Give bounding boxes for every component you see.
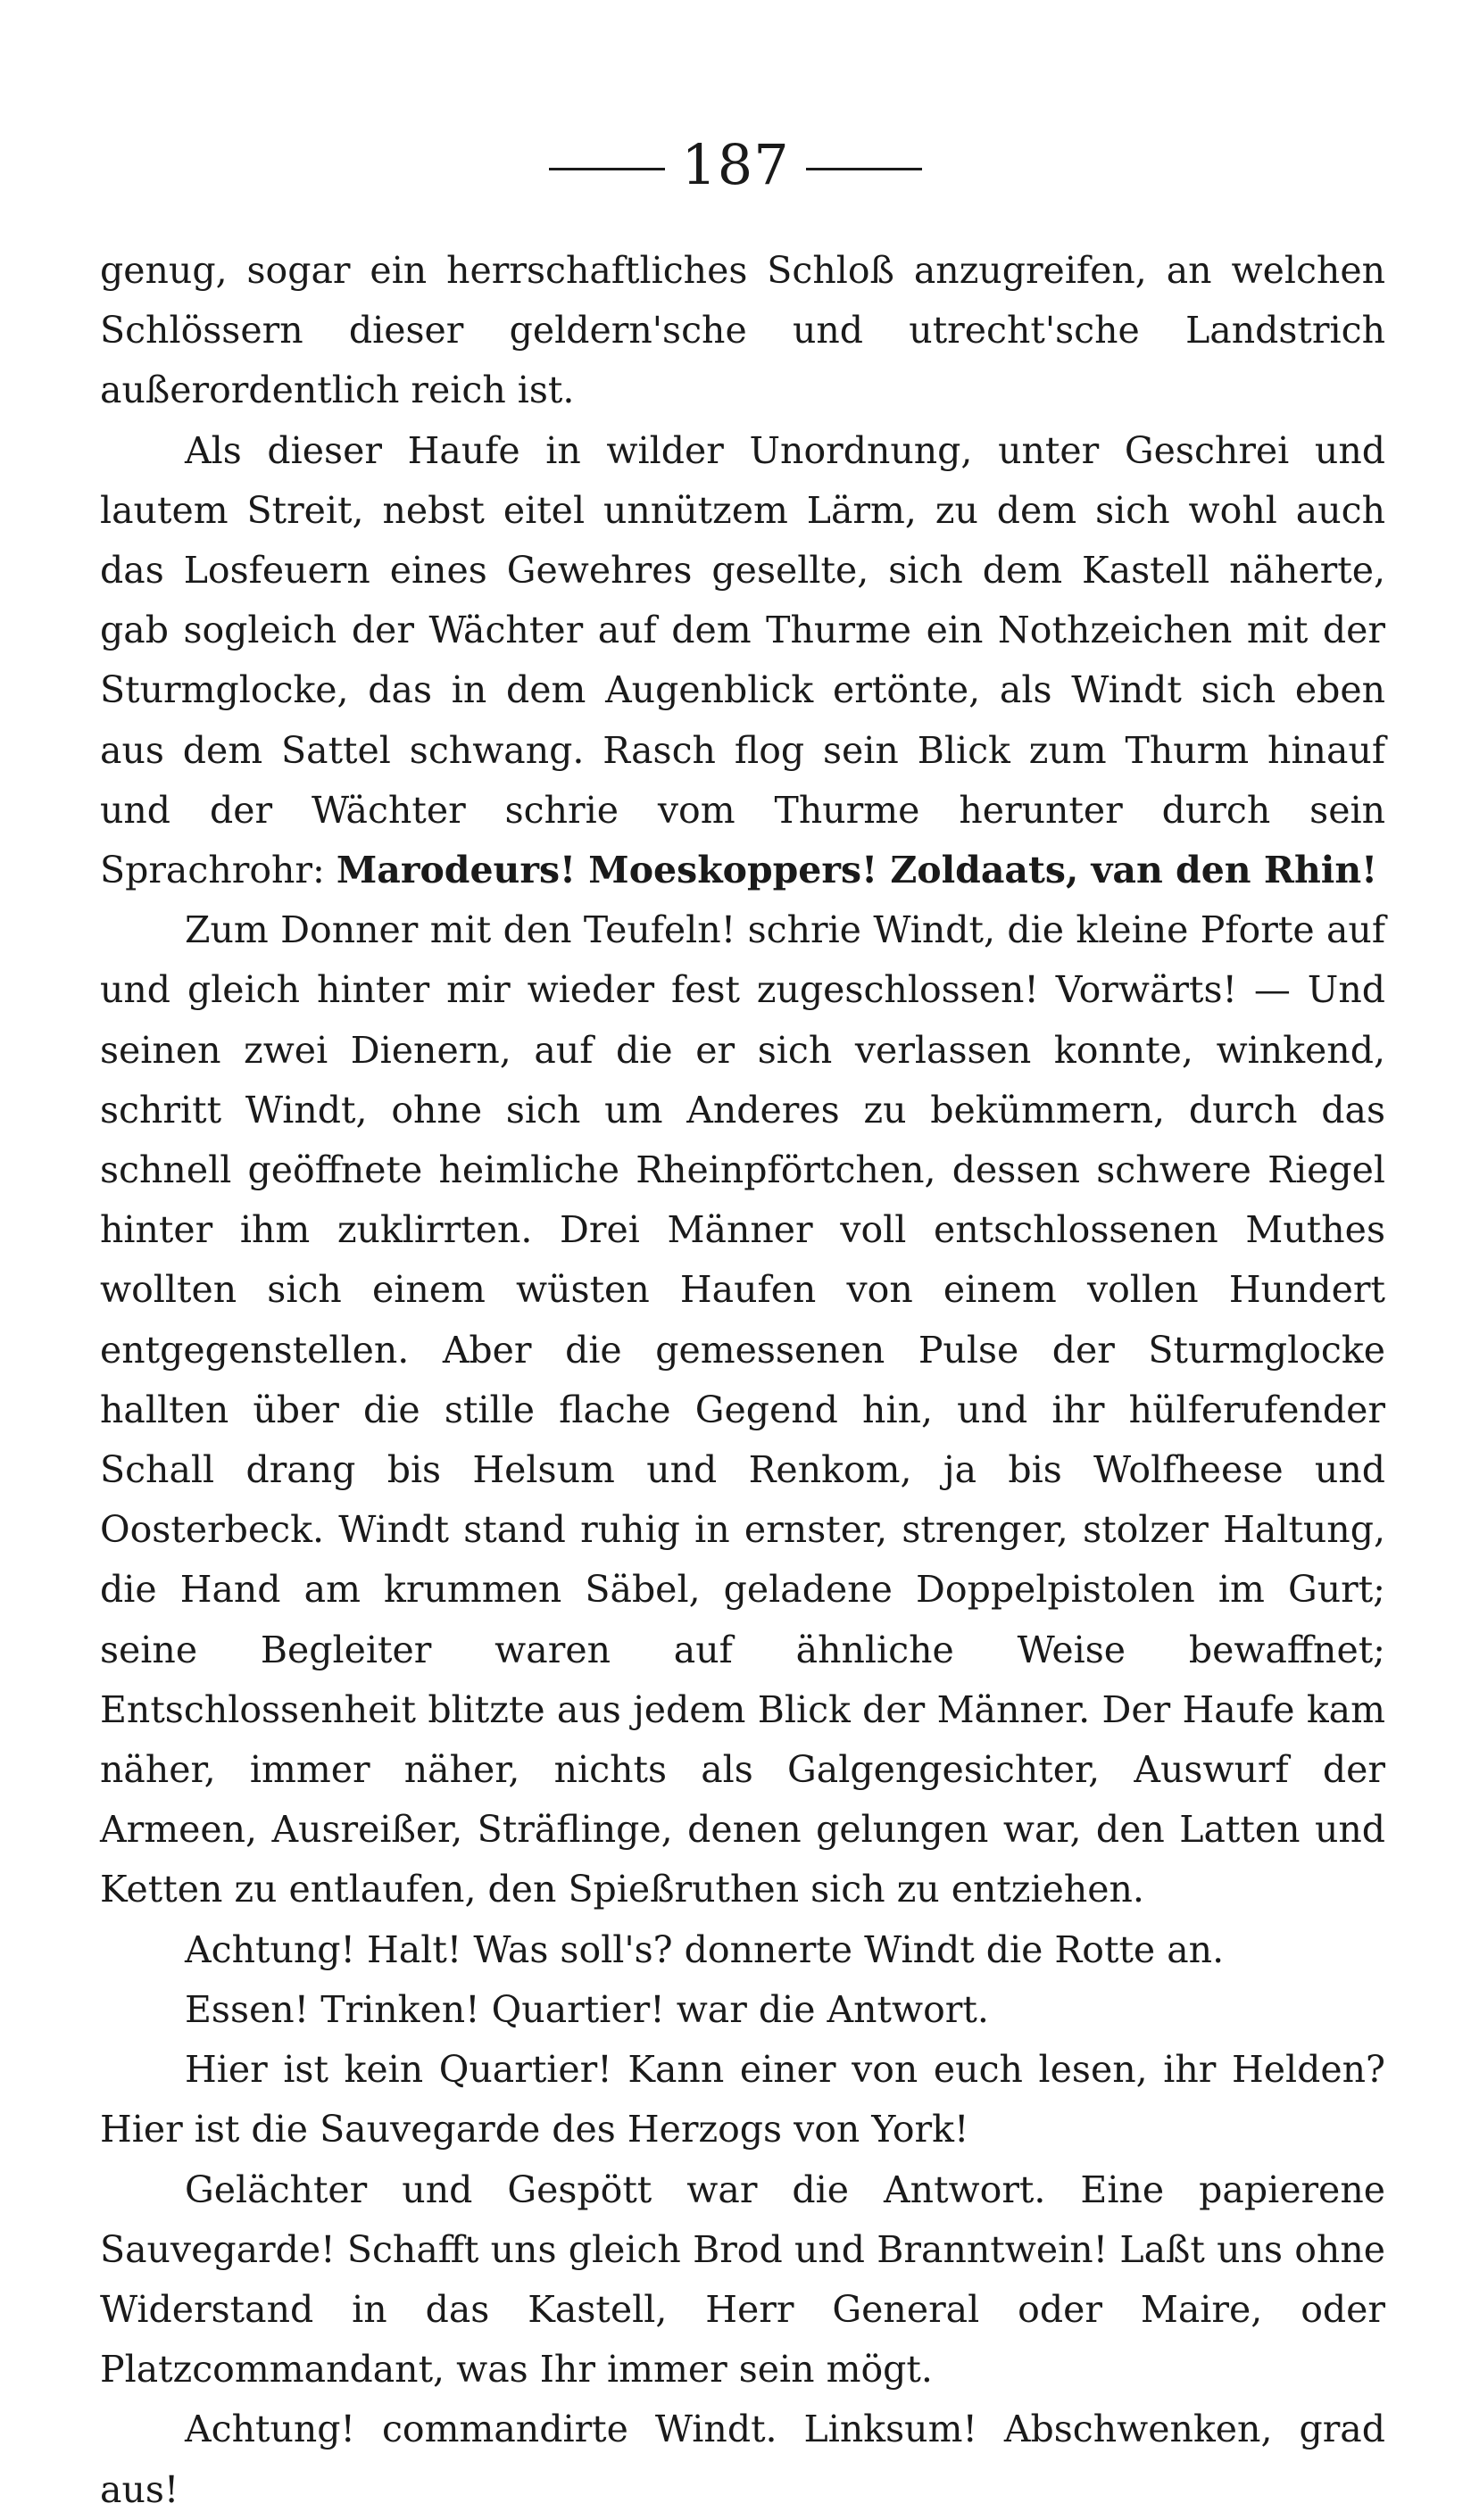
paragraph (100, 421, 1385, 901)
paragraph: genug, sogar ein herrschaftliches Schloß anzugreifen, an welchen Schlössern dieser geldern'sche und utrecht'sche Landstrich außerordentlich reich ist. (100, 249, 1385, 412)
paragraph: Zum Donner mit den Teufeln! schrie Windt, die kleine Pforte auf und gleich hinter mir wieder fest zugeschlossen! Vorwärts! — Und seinen zwei Dienern, auf die er sich verlassen konnte, winkend, schritt Windt, ohne sich um Anderes zu bekümmern, durch das schnell geöffnete heimliche Rheinpförtchen, dessen schwere Riegel hinter ihm zuklirrten. Drei Männer voll entschlossenen Muthes wollten sich einem wüsten Haufen von einem vollen Hundert entgegenstellen. Aber die gemessenen Pulse der Sturmglocke hallten über die stille flache Gegend hin, und ihr hülferufender Schall drang bis Helsum und Renkom, ja bis Wolfheese und Oosterbeck. Windt stand ruhig in ernster, strenger, stolzer Haltung, die Hand am krummen Säbel, geladene Doppelpistolen im Gurt; seine Begleiter waren auf ähnliche Weise bewaffnet; Entschlossenheit blitzte aus jedem Blick der Männer. Der Haufe kam näher, immer näher, nichts als Galgengesichter, Auswurf der Armeen, Ausreißer, Sträflinge, denen gelungen war, den Latten und Ketten zu entlaufen, den Spießruthen sich zu entziehen. (100, 908, 1385, 1911)
paragraph: Gelächter und Gespött war die Antwort. Eine papierene Sauvegarde! Schafft uns gleich Brod und Branntwein! Laßt uns ohne Widerstand in das Kastell, Herr General oder Maire, oder Platzcommandant, was Ihr immer sein mögt. (100, 2168, 1385, 2392)
paragraph: Essen! Trinken! Quartier! war die Antwort. (185, 1987, 989, 2031)
paragraph: Achtung! commandirte Windt. Linksum! Abschwenken, grad aus! (100, 2408, 1385, 2511)
header-rule-right (806, 168, 922, 170)
page-header (0, 134, 1471, 196)
page-number: 187 (681, 132, 790, 197)
paragraph: Achtung! Halt! Was soll's? donnerte Windt die Rotte an. (185, 1927, 1225, 1971)
latin-exclamation: Marodeurs! Moeskoppers! Zoldaats, van den Rhin! (336, 849, 1378, 892)
paragraph: Hier ist kein Quartier! Kann einer von euch lesen, ihr Helden? Hier ist die Sauvegarde des Herzogs von York! (100, 2048, 1385, 2151)
header-rule-left (549, 168, 665, 170)
paragraph-text: Als dieser Haufe in wilder Unordnung, unter Geschrei und lautem Streit, nebst eitel unnützem Lärm, zu dem sich wohl auch das Losfeuern eines Gewehres gesellte, sich dem Kastell näherte, gab sogleich der Wächter auf dem Thurme ein Nothzeichen mit der Sturmglocke, das in dem Augenblick ertönte, als Windt sich eben aus dem Sattel schwang. Rasch flog sein Blick zum Thurm hinauf und der Wächter schrie vom Thurme herunter durch sein Sprachrohr: (100, 428, 1385, 892)
page-body-text (100, 241, 1385, 2520)
